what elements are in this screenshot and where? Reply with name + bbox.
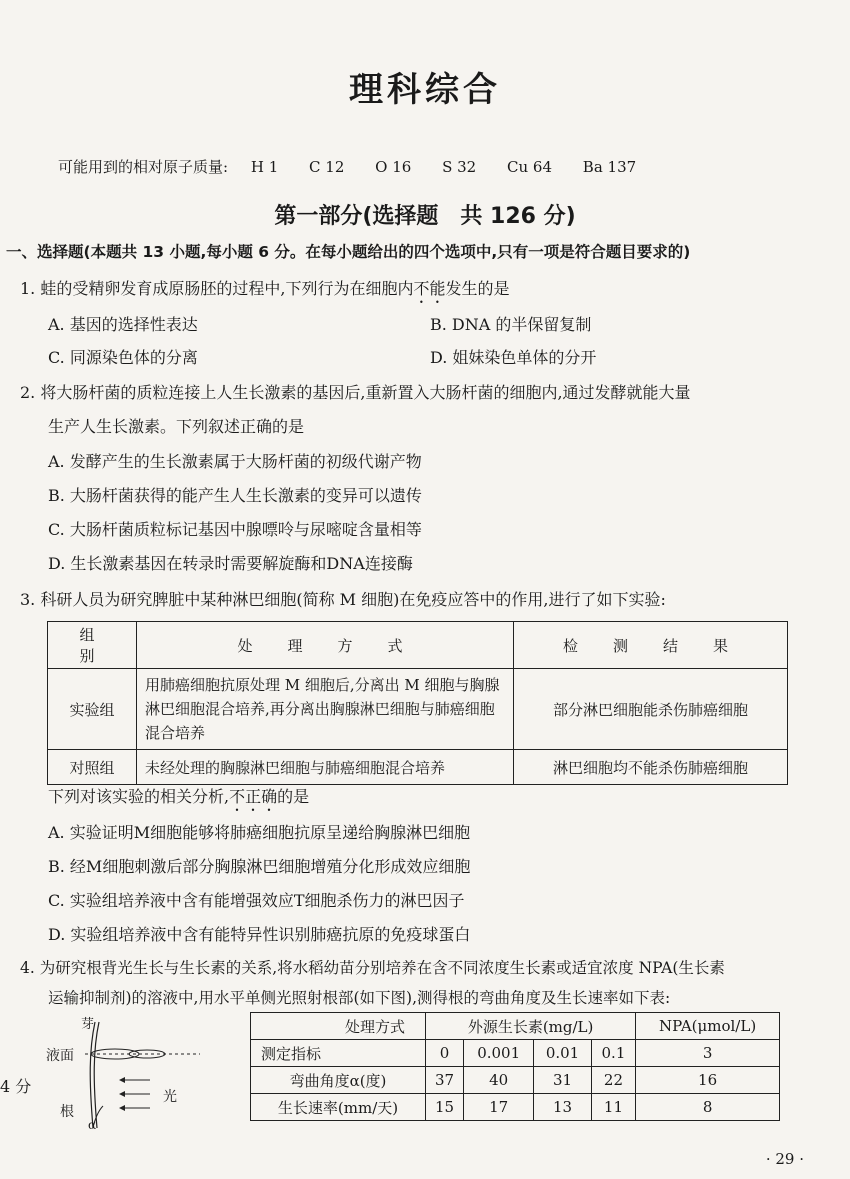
q1-option-b: B. DNA 的半保留复制 <box>430 315 592 334</box>
q4-auxin-label: 外源生长素(mg/L) <box>426 1013 636 1040</box>
q3-table <box>47 621 788 785</box>
q3-option-a: A. 实验证明M细胞能够将肺癌细胞抗原呈递给胸腺淋巴细胞 <box>48 823 471 842</box>
q4-row2-v3: 11 <box>591 1094 635 1121</box>
q1-option-c: C. 同源染色体的分离 <box>48 348 198 367</box>
atomic-masses <box>58 156 662 177</box>
table-row <box>251 1067 780 1094</box>
page-number: · 29 · <box>765 1150 804 1168</box>
figure-label-root: 根 <box>60 1104 74 1120</box>
q3-stem: 3. 科研人员为研究脾脏中某种淋巴细胞(简称 M 细胞)在免疫应答中的作用,进行了如下实验: <box>20 590 666 609</box>
mass-s: S 32 <box>442 158 477 176</box>
q4-conc-npa: 3 <box>636 1040 780 1067</box>
atomic-masses-label: 可能用到的相对原子质量: <box>58 158 229 176</box>
mass-h: H 1 <box>250 158 279 176</box>
q3-option-d: D. 实验组培养液中含有能特异性识别肺癌抗原的免疫球蛋白 <box>48 925 471 944</box>
q1-stem-emph: 不能 <box>413 279 446 298</box>
q3-row1-method: 用肺癌细胞抗原处理 M 细胞后,分离出 M 细胞与胸腺淋巴细胞混合培养,再分离出胸腺淋巴细胞与肺癌细胞混合培养 <box>137 669 514 750</box>
q3-row2-method: 未经处理的胸腺淋巴细胞与肺癌细胞混合培养 <box>137 750 514 785</box>
q3-row2-result: 淋巴细胞均不能杀伤肺癌细胞 <box>514 750 788 785</box>
q4-row1-v1: 40 <box>464 1067 534 1094</box>
q4-conc-1: 0.001 <box>464 1040 534 1067</box>
figure-label-bud: 芽 <box>81 1017 95 1032</box>
q1-stem-post: 发生的是 <box>445 279 510 298</box>
mass-ba: Ba 137 <box>582 158 637 176</box>
figure-label-surface: 液面 <box>46 1048 74 1064</box>
q1-stem-pre: 1. 蛙的受精卵发育成原肠胚的过程中,下列行为在细胞内 <box>20 279 414 298</box>
q3-row1-result: 部分淋巴细胞能杀伤肺癌细胞 <box>514 669 788 750</box>
light-arrowhead-1 <box>119 1077 125 1083</box>
q3-header-group: 组 别 <box>48 622 137 669</box>
q2-option-d: D. 生长激素基因在转录时需要解旋酶和DNA连接酶 <box>48 554 413 573</box>
table-row <box>251 1094 780 1121</box>
q2-option-a: A. 发酵产生的生长激素属于大肠杆菌的初级代谢产物 <box>48 452 422 471</box>
light-arrowhead-2 <box>119 1091 125 1097</box>
margin-score: 4 分 <box>0 1077 32 1096</box>
q4-row1-label: 弯曲角度α(度) <box>251 1067 426 1094</box>
q1-option-a: A. 基因的选择性表达 <box>48 315 198 334</box>
q1-stem <box>20 276 509 307</box>
q4-table <box>250 1012 780 1121</box>
root-light-figure <box>55 1010 205 1135</box>
q4-row1-v4: 16 <box>636 1067 780 1094</box>
q2-option-c: C. 大肠杆菌质粒标记基因中腺嘌呤与尿嘧啶含量相等 <box>48 520 422 539</box>
q2-stem-line1: 2. 将大肠杆菌的质粒连接上人生长激素的基因后,重新置入大肠杆菌的细胞内,通过发酵就能大量 <box>20 383 691 402</box>
q4-npa-label: NPA(μmol/L) <box>636 1013 780 1040</box>
q2-option-b: B. 大肠杆菌获得的能产生人生长激素的变异可以遗传 <box>48 486 422 505</box>
q4-conc-3: 0.1 <box>591 1040 635 1067</box>
q3-header-method: 处 理 方 式 <box>137 622 514 669</box>
section-heading: 一、选择题(本题共 13 小题,每小题 6 分。在每小题给出的四个选项中,只有一项是符合题目要求的) <box>6 243 691 261</box>
q4-method-label: 处理方式 <box>251 1013 426 1040</box>
page-title: 理科综合 <box>349 70 501 110</box>
table-row <box>48 750 788 785</box>
q4-row2-v4: 8 <box>636 1094 780 1121</box>
q4-row1-v0: 37 <box>426 1067 464 1094</box>
q4-row2-v0: 15 <box>426 1094 464 1121</box>
q3-header-result: 检 测 结 果 <box>514 622 788 669</box>
q4-conc-0: 0 <box>426 1040 464 1067</box>
light-arrowhead-3 <box>119 1105 125 1111</box>
mass-o: O 16 <box>375 158 412 176</box>
q4-row1-v3: 22 <box>591 1067 635 1094</box>
mass-c: C 12 <box>309 158 345 176</box>
q3-option-b: B. 经M细胞刺激后部分胸腺淋巴细胞增殖分化形成效应细胞 <box>48 857 471 876</box>
q4-row2-label: 生长速率(mm/天) <box>251 1094 426 1121</box>
q3-row1-group: 实验组 <box>48 669 137 750</box>
q1-option-d: D. 姐妹染色单体的分开 <box>430 348 597 367</box>
part-title: 第一部分(选择题 共 126 分) <box>274 204 576 229</box>
q4-row2-v2: 13 <box>534 1094 591 1121</box>
q3-follow <box>48 784 309 815</box>
q4-stem-line2: 运输抑制剂)的溶液中,用水平单侧光照射根部(如下图),测得根的弯曲角度及生长速率如下表: <box>48 989 671 1007</box>
q4-index-label: 测定指标 <box>251 1040 426 1067</box>
figure-label-light: 光 <box>163 1089 177 1105</box>
q3-row2-group: 对照组 <box>48 750 137 785</box>
q4-row2-v1: 17 <box>464 1094 534 1121</box>
mass-cu: Cu 64 <box>507 158 553 176</box>
q4-row1-v2: 31 <box>534 1067 591 1094</box>
q3-follow-emph: 不正确 <box>229 787 278 806</box>
q3-follow-pre: 下列对该实验的相关分析, <box>48 787 230 806</box>
q4-stem-line1: 4. 为研究根背光生长与生长素的关系,将水稻幼苗分别培养在含不同浓度生长素或适宜浓度 NPA(生长素 <box>20 959 725 977</box>
figure-label-alpha: α <box>88 1118 97 1132</box>
table-row <box>48 669 788 750</box>
q4-conc-2: 0.01 <box>534 1040 591 1067</box>
q3-follow-post: 的是 <box>277 787 310 806</box>
q2-stem-line2: 生产人生长激素。下列叙述正确的是 <box>48 417 305 436</box>
q3-option-c: C. 实验组培养液中含有能增强效应T细胞杀伤力的淋巴因子 <box>48 891 465 910</box>
